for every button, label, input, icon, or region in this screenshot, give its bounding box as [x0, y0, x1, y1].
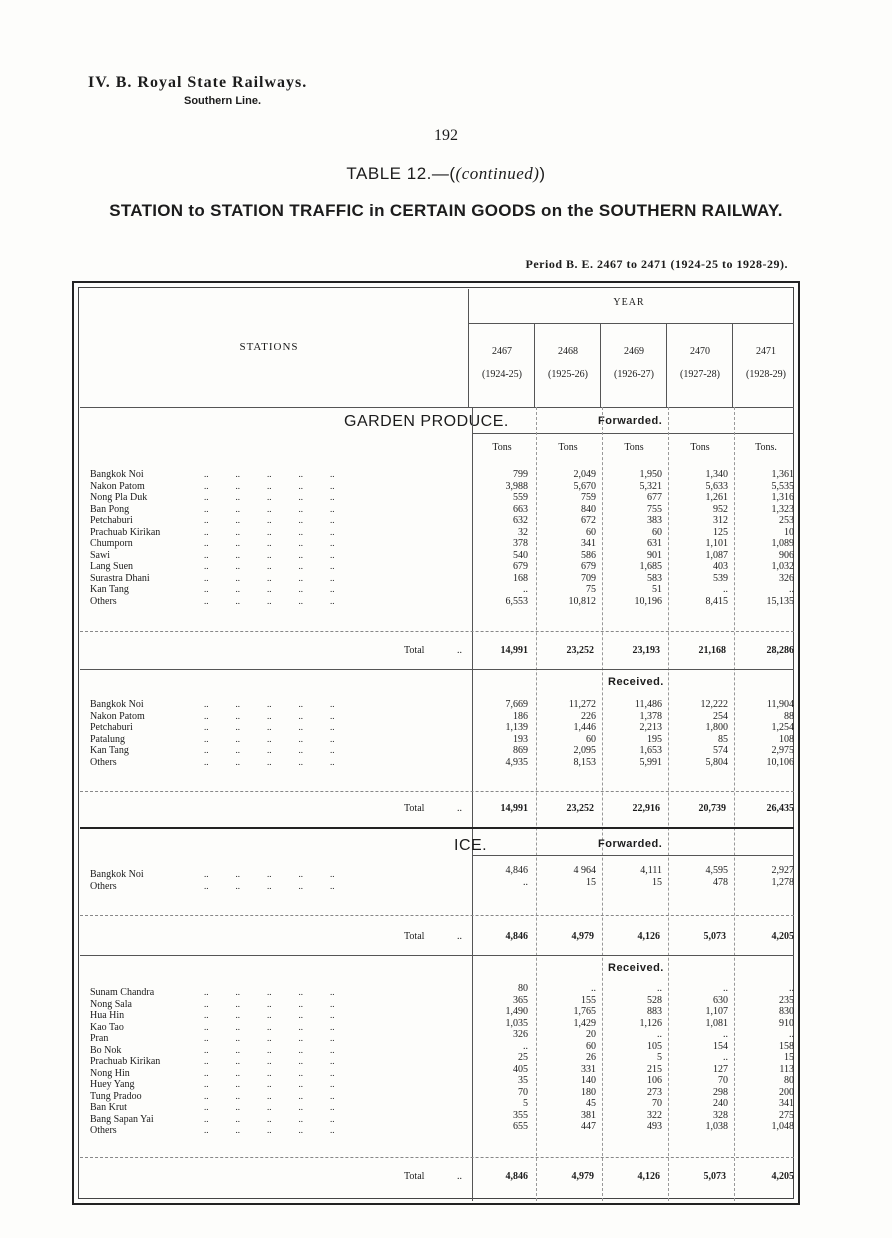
ice-fwd-2470: 4,595 478	[705, 865, 728, 888]
total-label: Total	[404, 1171, 425, 1182]
garden-rec-2467: 7,669 186 1,139 193 869 4,935	[505, 699, 528, 768]
ice-rec-total-2471: 4,205	[771, 1171, 794, 1182]
total-rule	[80, 631, 794, 632]
ice-rec-2471: .. 235 830 910 .. 158 15 113 80 200 341 275 1,048	[771, 983, 794, 1132]
year-span: (1924-25)	[482, 369, 522, 380]
total-dots: ..	[457, 803, 462, 814]
year-underline	[468, 323, 794, 324]
ice-fwd-total-2467: 4,846	[505, 931, 528, 942]
ice-rec-2467: 80 365 1,490 1,035 326 .. 25 405 35 70 5 355 655	[505, 983, 528, 1132]
year-span: (1928-29)	[746, 369, 786, 380]
ice-received-stations: Sunam Chandra Nong Sala Hua Hin Kao Tao Pran Bo Nok Prachuab Kirikan Nong Hin Huey Yang Tung Pradoo Ban Krut Bang Sapan Yai Others	[90, 987, 161, 1136]
garden-rec-total-2469: 22,916	[632, 803, 660, 814]
garden-received-stations: Bangkok Noi Nakon Patom Petchaburi Patalung Kan Tang Others	[90, 699, 145, 768]
year-col-divider	[666, 323, 667, 407]
total-rule	[80, 791, 794, 792]
period-note: Period B. E. 2467 to 2471 (1924-25 to 1928-29).	[525, 257, 788, 271]
garden-fwd-2468: 2,049 5,670 759 840 672 60 341 586 679 709 75 10,812	[568, 469, 596, 607]
total-dots: ..	[457, 645, 462, 656]
garden-rec-2468: 11,272 226 1,446 60 2,095 8,153	[568, 699, 596, 768]
ice-fwd-2468: 4 964 15	[573, 865, 596, 888]
year-col-divider	[732, 323, 733, 407]
year-span: (1925-26)	[548, 369, 588, 380]
subheader-rule	[472, 433, 794, 434]
garden-fwd-total-2469: 23,193	[632, 645, 660, 656]
garden-section-title: GARDEN PRODUCE.	[344, 413, 509, 430]
table-label: TABLE 12.—((continued))	[346, 164, 546, 183]
leader-dots: .. .. .. .. .. .. .. .. .. .. .. .. .. .. .. .. .. .. .. .. .. .. .. .. .. .. .. .. .. .. .. .. .. .. .. .. .. .. .. .. .. .. .. .. .. .. .. .. .. .. .. .. .. .. .. .. .. .. .. .. .. .. .. .. ..	[204, 987, 335, 1135]
ice-fwd-total-2468: 4,979	[571, 931, 594, 942]
ice-fwd-2469: 4,111 15	[640, 865, 662, 888]
year-col-divider	[600, 323, 601, 407]
ice-fwd-total-2471: 4,205	[771, 931, 794, 942]
garden-rec-2469: 11,486 1,378 2,213 195 1,653 5,991	[634, 699, 662, 768]
ice-fwd-2467: 4,846 ..	[505, 865, 528, 888]
ice-rec-total-2469: 4,126	[637, 1171, 660, 1182]
garden-rec-total-2470: 20,739	[698, 803, 726, 814]
ice-rec-total-2467: 4,846	[505, 1171, 528, 1182]
ice-rec-total-2468: 4,979	[571, 1171, 594, 1182]
garden-fwd-2471: 1,361 5,535 1,316 1,323 253 10 1,089 906 1,032 326 .. 15,135	[766, 469, 794, 607]
total-label: Total	[404, 645, 425, 656]
year-2470: 2470	[690, 346, 710, 357]
garden-rec-2471: 11,904 88 1,254 108 2,975 10,106	[766, 699, 794, 768]
year-col-divider	[534, 323, 535, 407]
garden-rec-total-2471: 26,435	[766, 803, 794, 814]
total-dots: ..	[457, 1171, 462, 1182]
total-rule	[80, 915, 794, 916]
total-label: Total	[404, 803, 425, 814]
ice-rec-2468: .. 155 1,765 1,429 20 60 26 331 140 180 45 381 447	[573, 983, 596, 1132]
ice-fwd-2471: 2,927 1,278	[771, 865, 794, 888]
ice-fwd-total-2469: 4,126	[637, 931, 660, 942]
header-bottom-rule	[80, 407, 794, 408]
section-divider	[80, 827, 794, 829]
year-2471: 2471	[756, 346, 776, 357]
garden-rec-2470: 12,222 254 1,800 85 574 5,804	[700, 699, 728, 768]
year-heading: YEAR	[613, 297, 645, 308]
year-span: (1927-28)	[680, 369, 720, 380]
year-2467: 2467	[492, 346, 512, 357]
section-subheading: Southern Line.	[184, 95, 261, 107]
garden-rec-total-2468: 23,252	[566, 803, 594, 814]
garden-fwd-2467: 799 3,988 559 663 632 32 378 540 679 168 .. 6,553	[505, 469, 528, 607]
traffic-table	[72, 281, 800, 1205]
page-number: 192	[434, 127, 458, 144]
unit-label: Tons	[558, 442, 578, 453]
subheader-rule	[472, 855, 794, 856]
year-2468: 2468	[558, 346, 578, 357]
total-dots: ..	[457, 931, 462, 942]
section-rule	[80, 669, 794, 670]
garden-forwarded-label: Forwarded.	[598, 415, 663, 427]
garden-received-label: Received.	[608, 676, 664, 688]
unit-label: Tons	[492, 442, 512, 453]
leader-dots: .. .. .. .. .. .. .. .. .. .. .. .. .. .. .. .. .. .. .. .. .. .. .. .. .. .. .. .. .. ..	[204, 699, 335, 767]
ice-forwarded-stations: Bangkok Noi Others	[90, 869, 144, 892]
unit-label: Tons.	[755, 442, 777, 453]
unit-label: Tons	[624, 442, 644, 453]
ice-received-label: Received.	[608, 962, 664, 974]
section-heading: IV. B. Royal State Railways.	[88, 74, 308, 91]
ice-forwarded-label: Forwarded.	[598, 838, 663, 850]
garden-fwd-2469: 1,950 5,321 677 755 383 60 631 901 1,685 583 51 10,196	[634, 469, 662, 607]
leader-dots: .. .. .. .. .. .. .. .. .. .. .. .. .. .. .. .. .. .. .. .. .. .. .. .. .. .. .. .. .. .. .. .. .. .. .. .. .. .. .. .. .. .. .. .. .. .. .. .. .. .. .. .. .. .. .. .. .. .. .. ..	[204, 469, 335, 606]
table-title: STATION to STATION TRAFFIC in CERTAIN GOODS on the SOUTHERN RAILWAY.	[109, 201, 783, 220]
ice-fwd-total-2470: 5,073	[703, 931, 726, 942]
garden-fwd-total-2468: 23,252	[566, 645, 594, 656]
leader-dots: .. .. .. .. .. .. .. .. .. ..	[204, 869, 335, 891]
garden-fwd-2470: 1,340 5,633 1,261 952 312 125 1,101 1,087 403 539 .. 8,415	[705, 469, 728, 607]
ice-rec-2470: .. 630 1,107 1,081 .. 154 .. 127 70 298 240 328 1,038	[705, 983, 728, 1132]
unit-label: Tons	[690, 442, 710, 453]
section-rule	[80, 955, 794, 956]
garden-forwarded-stations: Bangkok Noi Nakon Patom Nong Pla Duk Ban Pong Petchaburi Prachuab Kirikan Chumporn Sawi Lang Suen Surastra Dhani Kan Tang Others	[90, 469, 161, 607]
garden-fwd-total-2471: 28,286	[766, 645, 794, 656]
garden-rec-total-2467: 14,991	[500, 803, 528, 814]
ice-rec-total-2470: 5,073	[703, 1171, 726, 1182]
garden-fwd-total-2467: 14,991	[500, 645, 528, 656]
total-label: Total	[404, 931, 425, 942]
year-span: (1926-27)	[614, 369, 654, 380]
ice-rec-2469: .. 528 883 1,126 .. 105 5 215 106 273 70 322 493	[639, 983, 662, 1132]
stations-heading: STATIONS	[239, 341, 299, 353]
year-2469: 2469	[624, 346, 644, 357]
table-number: TABLE 12.—	[346, 164, 450, 183]
ice-section-title: ICE.	[454, 837, 488, 854]
table-continued: (continued)	[455, 164, 540, 183]
garden-fwd-total-2470: 21,168	[698, 645, 726, 656]
total-rule	[80, 1157, 794, 1158]
